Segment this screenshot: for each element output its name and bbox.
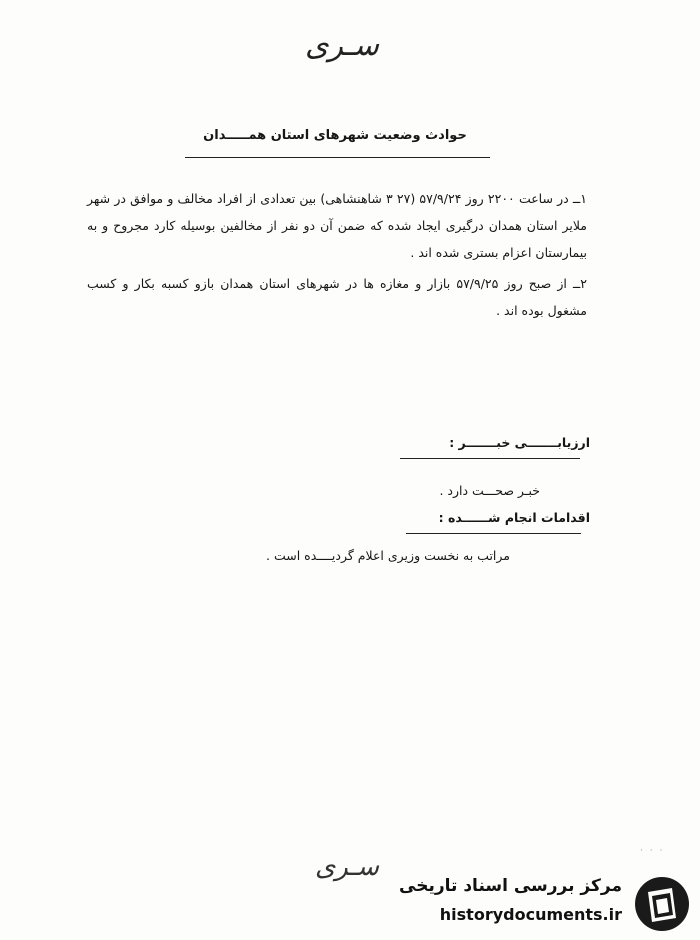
classification-stamp-top: سـری <box>305 28 379 63</box>
evaluation-heading: ارزیابـــــــی خبـــــــر : <box>449 435 590 450</box>
report-paragraph-2: ۲ــ از صبح روز ۵۷/۹/۲۵ بازار و مغازه ها در شهرهای استان همدان بازو کسبه بکار و کسب مشغول بوده اند . <box>87 276 588 318</box>
title-underline <box>185 157 490 158</box>
scan-specks: · · · <box>640 846 665 856</box>
archive-logo-icon <box>632 874 692 934</box>
evaluation-underline <box>400 458 580 459</box>
classification-stamp-bottom: سـری <box>314 852 380 882</box>
actions-heading: اقدامات انجام شــــــده : <box>438 510 590 525</box>
watermark <box>392 872 692 934</box>
watermark-title: مرکز بررسی اسناد تاریخی <box>399 876 622 896</box>
watermark-url: historydocuments.ir <box>439 905 622 924</box>
report-paragraph-1: ۱ــ در ساعت ۲۲۰۰ روز ۵۷/۹/۲۴ (۲۷ ۳ شاهنشاهی) بین تعدادی از افراد مخالف و موافق در شهر ملایر استان همدان درگیری ایجاد شده که ضمن آن دو نفر از مخالفین بوسیله کارد مجروح و به بیمارستان اعزام بستری شده اند . <box>87 191 587 260</box>
evaluation-text: خبـر صحـــت دارد . <box>439 483 540 498</box>
actions-underline <box>406 533 581 534</box>
actions-text: مراتب به نخست وزیری اعلام گردیــــده است . <box>266 548 510 563</box>
document-title: حوادث وضعیت شهرهای استان همـــــدان <box>203 128 467 143</box>
